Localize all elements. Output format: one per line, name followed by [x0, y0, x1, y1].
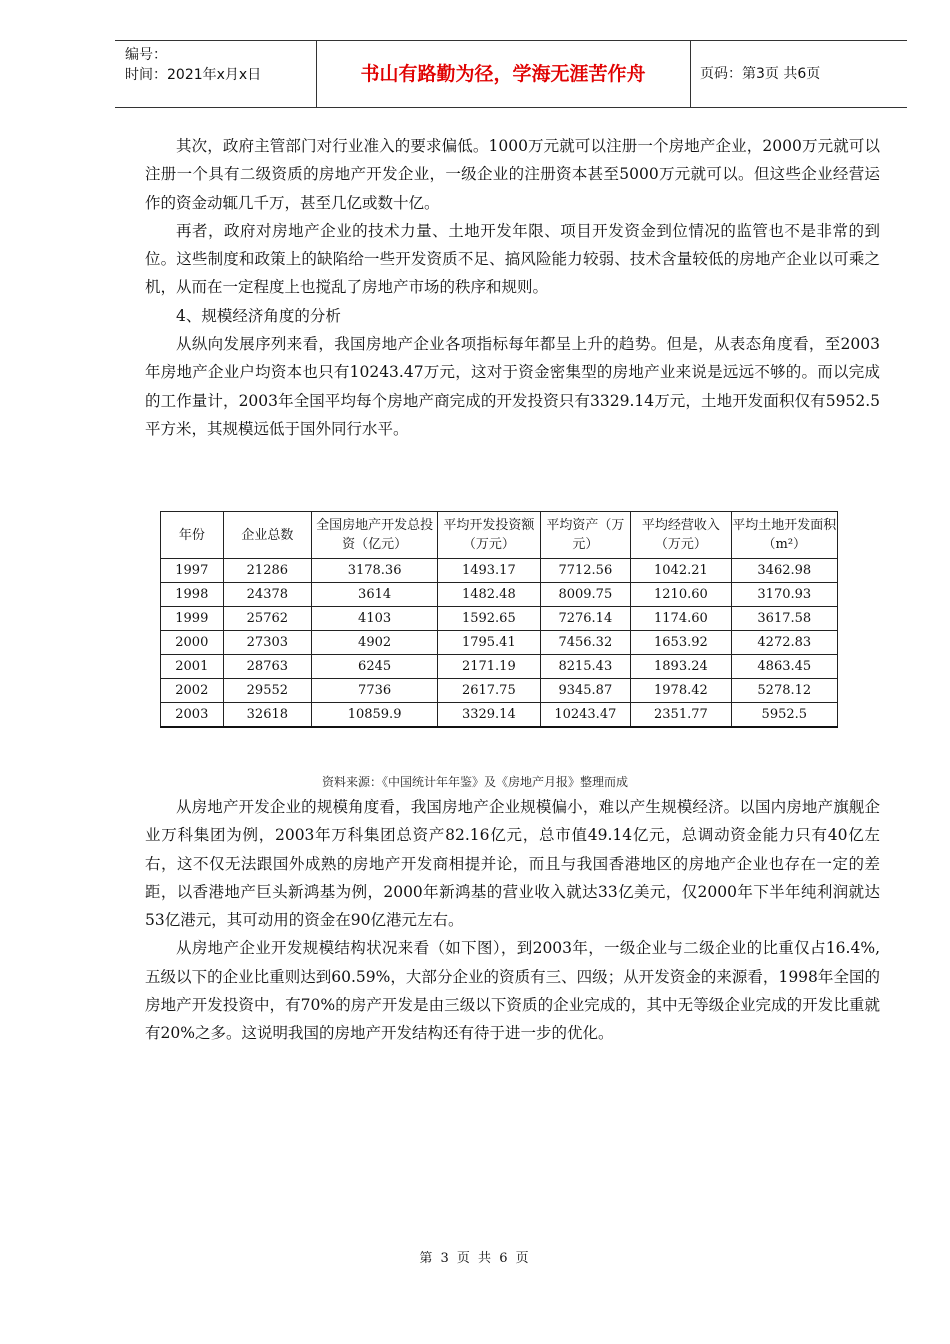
table-cell: 1493.17 [438, 559, 540, 583]
table-cell: 1210.60 [631, 583, 731, 607]
table-cell: 1998 [161, 583, 224, 607]
table-row [161, 679, 838, 703]
header-meta [125, 45, 261, 85]
body-text-top [145, 132, 880, 443]
table-row [161, 655, 838, 679]
table-cell: 24378 [223, 583, 311, 607]
table-cell: 21286 [223, 559, 311, 583]
column-header: 年份 [161, 512, 224, 559]
table-cell: 8009.75 [540, 583, 631, 607]
table-cell: 1795.41 [438, 631, 540, 655]
table-cell: 1042.21 [631, 559, 731, 583]
date-label: 时间：2021年x月x日 [125, 67, 262, 83]
table-cell: 2351.77 [631, 703, 731, 728]
table-cell: 1978.42 [631, 679, 731, 703]
table-cell: 28763 [223, 655, 311, 679]
table-cell: 1893.24 [631, 655, 731, 679]
table-cell: 1174.60 [631, 607, 731, 631]
table-cell: 3170.93 [731, 583, 837, 607]
table-cell: 3329.14 [438, 703, 540, 728]
header-page-info: 页码：第3页 共6页 [700, 66, 821, 82]
table-cell: 1997 [161, 559, 224, 583]
table-cell: 2000 [161, 631, 224, 655]
serial-label: 编号： [125, 47, 167, 63]
header-divider [690, 41, 691, 107]
statistics-table [160, 511, 838, 728]
table-cell: 7276.14 [540, 607, 631, 631]
table-cell: 6245 [312, 655, 438, 679]
column-header: 平均经营收入（万元） [631, 512, 731, 559]
table-cell: 3617.58 [731, 607, 837, 631]
table-cell: 5952.5 [731, 703, 837, 728]
table-header-row [161, 512, 838, 559]
column-header: 平均资产（万元） [540, 512, 631, 559]
paragraph: 再者，政府对房地产企业的技术力量、土地开发年限、项目开发资金到位情况的监管也不是非常的到位。这些制度和政策上的缺陷给一些开发资质不足、搞风险能力较弱、技术含量较低的房地产企业以可乘之机，从而在一定程度上也搅乱了房地产市场的秩序和规则。 [145, 221, 880, 297]
table-cell: 7736 [312, 679, 438, 703]
page-header [115, 40, 907, 108]
table-cell: 2003 [161, 703, 224, 728]
table-cell: 1653.92 [631, 631, 731, 655]
table-cell: 4272.83 [731, 631, 837, 655]
page-footer: 第 3 页 共 6 页 [419, 1251, 531, 1266]
header-slogan: 书山有路勤为径，学海无涯苦作舟 [360, 63, 646, 85]
table-cell: 2001 [161, 655, 224, 679]
column-header: 平均开发投资额（万元） [438, 512, 540, 559]
section-heading: 4、规模经济角度的分析 [176, 306, 341, 325]
table-cell: 3614 [312, 583, 438, 607]
column-header: 企业总数 [223, 512, 311, 559]
table-cell: 1592.65 [438, 607, 540, 631]
paragraph: 其次，政府主管部门对行业准入的要求偏低。1000万元就可以注册一个房地产企业，2000万元就可以注册一个具有二级资质的房地产开发企业，一级企业的注册资本甚至5000万元就可以。但这些企业经营运作的资金动辄几千万，甚至几亿或数十亿。 [145, 137, 880, 212]
table-cell: 7456.32 [540, 631, 631, 655]
table-cell: 5278.12 [731, 679, 837, 703]
table-cell: 4902 [312, 631, 438, 655]
table-cell: 1482.48 [438, 583, 540, 607]
table-row [161, 559, 838, 583]
table-cell: 25762 [223, 607, 311, 631]
table-cell: 29552 [223, 679, 311, 703]
table-cell: 10859.9 [312, 703, 438, 728]
table-cell: 3178.36 [312, 559, 438, 583]
table-cell: 10243.47 [540, 703, 631, 728]
table-cell: 9345.87 [540, 679, 631, 703]
table-row [161, 631, 838, 655]
paragraph: 从房地产企业开发规模结构状况来看（如下图），到2003年，一级企业与二级企业的比重仅占16.4%,五级以下的企业比重则达到60.59%，大部分企业的资质有三、四级；从开发资金的来源看，1998年全国的房地产开发投资中，有70%的房产开发是由三级以下资质的企业完成的，其中无等级企业完成的开发比重就有20%之多。这说明我国的房地产开发结构还有待于进一步的优化。 [145, 939, 880, 1043]
table-row [161, 607, 838, 631]
table-cell: 27303 [223, 631, 311, 655]
table-cell: 4863.45 [731, 655, 837, 679]
table-cell: 2002 [161, 679, 224, 703]
table-row [161, 703, 838, 728]
table-cell: 8215.43 [540, 655, 631, 679]
table-source-note: 资料来源：《中国统计年年鉴》及《房地产月报》整理而成 [321, 775, 628, 789]
table-cell: 7712.56 [540, 559, 631, 583]
table-cell: 32618 [223, 703, 311, 728]
table-cell: 4103 [312, 607, 438, 631]
table-cell: 2617.75 [438, 679, 540, 703]
table-cell: 1999 [161, 607, 224, 631]
table-cell: 2171.19 [438, 655, 540, 679]
table-cell: 3462.98 [731, 559, 837, 583]
table-row [161, 583, 838, 607]
paragraph: 从纵向发展序列来看，我国房地产企业各项指标每年都呈上升的趋势。但是，从表态角度看，至2003年房地产企业户均资本也只有10243.47万元，这对于资金密集型的房地产业来说是远远不够的。而以完成的工作量计，2003年全国平均每个房地产商完成的开发投资只有3329.14万元，土地开发面积仅有5952.5平方米，其规模远低于国外同行水平。 [145, 335, 880, 438]
column-header: 平均土地开发面积（m²） [731, 512, 837, 559]
body-text-bottom [145, 793, 880, 1048]
column-header: 全国房地产开发总投资（亿元） [312, 512, 438, 559]
paragraph: 从房地产开发企业的规模角度看，我国房地产企业规模偏小，难以产生规模经济。以国内房地产旗舰企业万科集团为例，2003年万科集团总资产82.16亿元，总市值49.14亿元，总调动资金能力只有40亿左右，这不仅无法跟国外成熟的房地产开发商相提并论，而且与我国香港地区的房地产企业也存在一定的差距，以香港地产巨头新鸿基为例，2000年新鸿基的营业收入就达33亿美元，仅2000年下半年纯利润就达53亿港元，其可动用的资金在90亿港元左右。 [145, 798, 880, 930]
